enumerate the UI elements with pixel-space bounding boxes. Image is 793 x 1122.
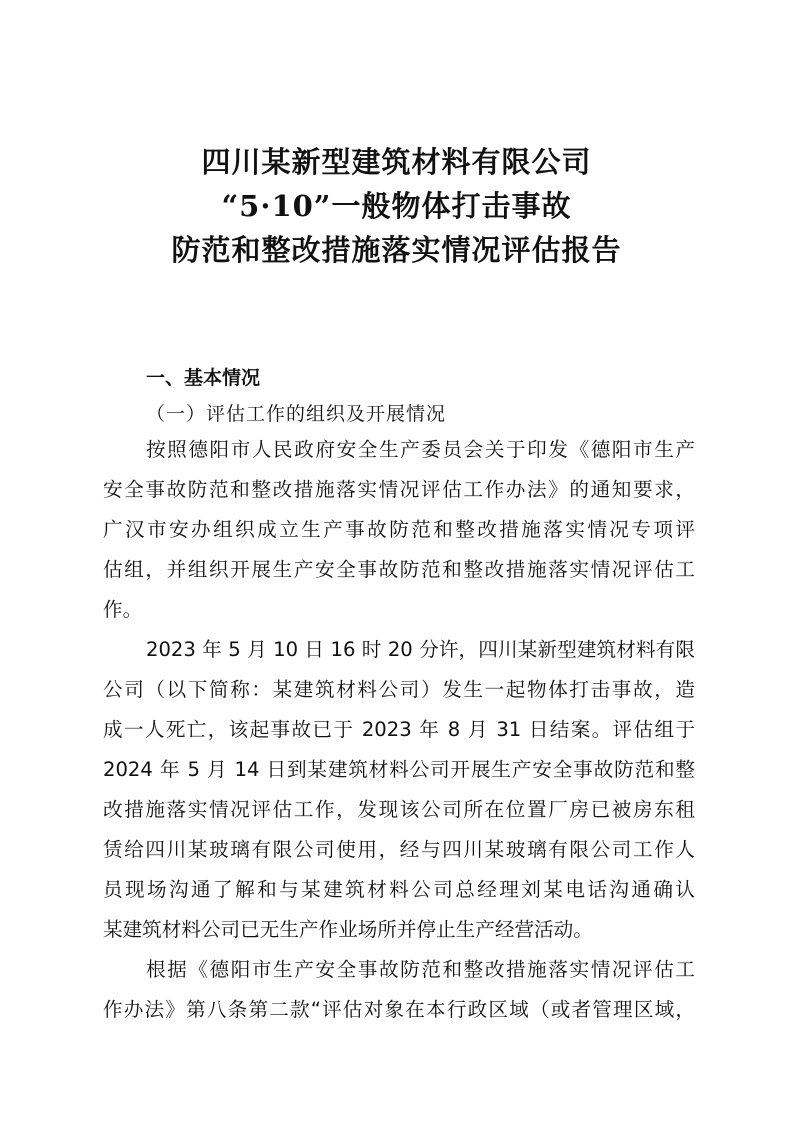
report-title — [0, 140, 793, 272]
paragraph-2-line-4: 2024 年 5 月 14 日到某建筑材料公司开展生产安全事故防范和整 — [103, 758, 695, 781]
section-heading-basic-info: 一、基本情况 — [146, 367, 261, 389]
paragraph-2-line-6: 赁给四川某玻璃有限公司使用，经与四川某玻璃有限公司工作人 — [103, 838, 695, 861]
paragraph-3-line-1: 根据《德阳市生产安全事故防范和整改措施落实情况评估工 — [146, 958, 695, 981]
paragraph-1-line-3: 广汉市安办组织成立生产事故防范和整改措施落实情况专项评 — [103, 518, 695, 541]
paragraph-3-line-2: 作办法》第八条第二款“评估对象在本行政区域（或者管理区域， — [103, 998, 695, 1021]
title-line-1: 四川某新型建筑材料有限公司 — [201, 145, 592, 179]
paragraph-2-line-5: 改措施落实情况评估工作，发现该公司所在位置厂房已被房东租 — [103, 798, 695, 821]
paragraph-1-line-1: 按照德阳市人民政府安全生产委员会关于印发《德阳市生产 — [146, 438, 695, 461]
paragraph-2-line-2: 公司（以下简称：某建筑材料公司）发生一起物体打击事故，造 — [103, 678, 695, 701]
title-line-2: “5·10”一般物体打击事故 — [221, 189, 572, 223]
paragraph-1-line-5: 作。 — [103, 598, 143, 621]
paragraph-1-line-2: 安全事故防范和整改措施落实情况评估工作办法》的通知要求， — [103, 478, 695, 501]
paragraph-2-line-3: 成一人死亡，该起事故已于 2023 年 8 月 31 日结案。评估组于 — [103, 718, 695, 741]
title-line-3: 防范和整改措施落实情况评估报告 — [171, 233, 622, 267]
paragraph-1-line-4: 估组，并组织开展生产安全事故防范和整改措施落实情况评估工 — [103, 558, 695, 581]
paragraph-2-line-8: 某建筑材料公司已无生产作业场所并停止生产经营活动。 — [103, 918, 593, 941]
paragraph-2-line-1: 2023 年 5 月 10 日 16 时 20 分许，四川某新型建筑材料有限 — [146, 638, 695, 661]
paragraph-2-line-7: 员现场沟通了解和与某建筑材料公司总经理刘某电话沟通确认 — [103, 878, 695, 901]
subsection-heading-organization: （一）评估工作的组织及开展情况 — [146, 403, 447, 425]
